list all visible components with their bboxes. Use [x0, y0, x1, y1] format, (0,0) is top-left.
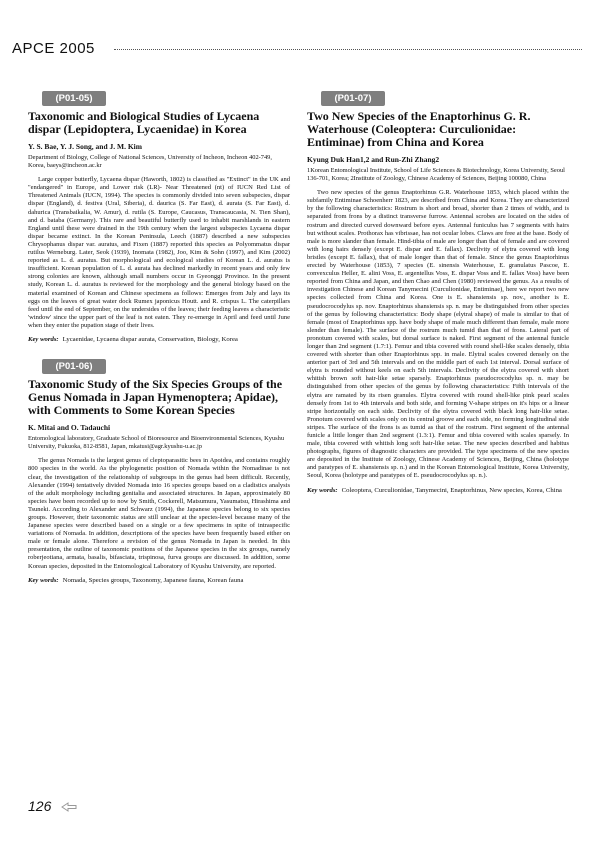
- paper-title: Taxonomic and Biological Studies of Lycaena dispar (Lepidoptera, Lycaenidae) in Korea: [28, 109, 260, 136]
- paper-keywords: [307, 487, 569, 495]
- paper-abstract: The genus Nomada is the largest genus of cleptoparasitic bees in Apoidea, and contains roughly 800 species in the world. As the phylogenetic position of Nomada within the Nomadinae is not clear, the investigation of the relationship of subgroups in the genus had been difficult. Recently, Alexander (1994) tentatively divided Nomada into 16 species groups based on a cladistics analysis of the adult morphology including genitalia and associated structures. In Japan, approximately 80 species have been recorded up to now by Smith, Cockerell, Matsumura, Yasumatsu, Hirashima and Tsuneki. According to Alexander and Schwarz (1994), the Japanese species belong to six species groups. However, their taxonomic status are still unclear at the species-level because many of the Japanese species were described based on a single or a few specimens in spite of intraspecific variations of Nomada. In addition, descriptions of the species have been frequently based either on male or female alone. Therefore a revision of the genus Nomada in Japan is needed. In this presentation, the outline of taxonomic positions of the Japanese species in the six groups, namely roberjeotiana, armata, basalis, bifasciata, trispinosa, furva groups are discussed. In addition, some Korean species, deposited in the Entomological Laboratory of Kyushu University, are reported.: [28, 457, 290, 570]
- keywords-label: Key words:: [307, 486, 338, 494]
- keywords-text: Lycaenidae, Lycaena dispar aurata, Conservation, Biology, Korea: [62, 335, 238, 343]
- paper-abstract: Two new species of the genus Enaptorhinus G.R. Waterhouse 1853, which placed within the subfamily Entiminae Schoenherr 1823, are described from China and Korea. They are characterized by the following characteristics: Rostrum is short and broad, shorter than 2 times of width, and is separated from frons by a distinct transverse furrow. Antennal scrobes are located on the sides of rostrum and directed curved downward before eyes. Antennal funiculus has 7 segments with hairs but without scales. Prothorax has vibrissae, has not ocular lobes. Claws are free at the base. Body of male is more slander than female. Hind-tibia of male are longer than that of female and are covered with long hairs densely (except E. dispar and E. fallax). Declivity of elytra covered with long bristles (except E. fallax), that of male longer than that of female. Since the genus Enaptorhinus erected by Waterhouse (1853), 7 species (E. sinensis Waterhouse, E. granulatus Pascoe, E. convexculus Heller, E. alini Voss, E. argentellus Voss, E. dispar Voss and E. fallax Voss) have been reported from China and Japan, and then Chao and Chen (1980) reviewed the genus. As a results of investigation Chinese and Korean Tanymecini (Curculionidae, Entiminae), here we report two new species collected from China and Korea. One is E. shansiensis sp. nov., another is E. pseudocrocodylus sp. nov. Enaptorhinus shansiensis sp. n. may be distinguished from other species of the genus by following characteristics: Body shape (elytral shape) of male is similar to that of female (most of Enaptorhinus spp. have body shape of male much different than female, male more slender than female). The surface of the rostrum much tumid than that of frons. Lateral part of pronotum covered with scales, but dorsal surface is naked. First segment of the antennal funicle longer than 2nd segment (1.7:1). Femur and tibia covered with round shell-like scales densely, tibia covered with shorter than other Enaptorhinus spp. in male. Elytral scales covered densely on the anterior part of 3rd and 5th intervals and on the middle part of each 1st interval. Dorsal surface of elytra is rounded without keels on each 5th intervals. Declivity of the elytra covered with short whitish brown soft hair-like setae sparsely. Enaptorhinus pseudocrocodylus sp. n. may be distinguished from other species of the genus by following characteristics: Fifth intervals of the elytra are ramated by its risen granules. Elytra covered with round shell-like pink pearl scales densely from 1st to 4th intervals and both side, and forming V-shape stripes on it's hips or a linear stripe horizontally on each side. Declivity of the elytra covered with black long hair-like setae. Pronotum covered with scales only on its central groove and each side, no forming longitudinal side stripes. The surface of the frons is as tumid as that of the rostrum. First segment of the antennal funicle a little longer than 2nd segment (1.3:1). Femur and tibia covered with scales sparsely. In male, tibia covered with whitish long soft hair-like setae. The new species described and habitus photographs, figures of diagnostic characters are provided. The type specimens of the new species are deposited in the Institute of Zoology, Chinese Academy of Sciences, Beijing, China (holotype and paratypes of E. shansiensis sp. n.) and in the Korean Entomological Institute, Korea University, Seoul, Korea (holotype and paratypes of E. pseudocrocodylus sp. n.).: [307, 189, 569, 480]
- header-rule: [114, 49, 582, 50]
- paper-title: Two New Species of the Enaptorhinus G. R. Waterhouse (Coleoptera: Curculionidae: Entiminae) from China and Korea: [307, 109, 531, 149]
- paper-p01-05: [28, 88, 290, 344]
- paper-affiliation: 1Korean Entomological Institute, School of Life Sciences & Biotechnology, Korea University, Seoul 136-701, Korea; 2Institute of Zoology, Chinese Academy of Sciences, Beijing 100080, China: [307, 167, 565, 182]
- paper-keywords: [28, 336, 290, 344]
- right-column: [307, 88, 569, 495]
- paper-code-badge: (P01-06): [42, 359, 106, 374]
- keywords-text: Nomada, Species groups, Taxonomy, Japanese fauna, Korean fauna: [62, 576, 244, 584]
- paper-authors: Kyung Duk Han1,2 and Run-Zhi Zhang2: [307, 155, 440, 164]
- conference-title: APCE 2005: [12, 40, 95, 57]
- paper-code-badge: (P01-05): [42, 91, 106, 106]
- page-header: [12, 40, 592, 60]
- paper-p01-06: [28, 356, 290, 585]
- keywords-label: Key words:: [28, 335, 59, 343]
- arrow-left-icon: [61, 802, 77, 812]
- keywords-label: Key words:: [28, 576, 59, 584]
- paper-authors: K. Mitai and O. Tadauchi: [28, 423, 111, 433]
- page-number: [28, 798, 77, 814]
- paper-p01-07: [307, 88, 569, 495]
- keywords-text: Coleoptera, Curculionidae, Tanymecini, Enaptorhinus, New species, Korea, China: [341, 486, 562, 494]
- paper-code-badge: (P01-07): [321, 91, 385, 106]
- left-column: [28, 88, 290, 585]
- paper-authors: Y. S. Bae, Y. J. Song, and J. M. Kim: [28, 142, 142, 151]
- paper-keywords: [28, 577, 290, 585]
- paper-affiliation: Entomological laboratory, Graduate School of Bioresource and Bioenvironmental Sciences, Kyushu University, Fukuoka, 812-8581, Japan, mkatusi@agr.kyushu-u.ac.jp: [28, 435, 285, 450]
- paper-title: Taxonomic Study of the Six Species Groups of the Genus Nomada in Japan Hymenoptera; Apidae), with Comments to Some Korean Species: [28, 377, 283, 418]
- paper-affiliation: Department of Biology, College of National Sciences, University of Incheon, Incheon 402-749, Korea, baeys@incheon.ac.kr: [28, 154, 272, 169]
- paper-abstract: Large copper butterfly, Lycaena dispar (Haworth, 1802) is classified as "Extinct" in the UK and "endangered" in Europe, and Lower risk (LR)- Near Threatened (nt) of IUCN Red List of Threatened Animals (IUCN, 1994). The species is commonly divided into seven subspecies, dispar dispar (England), d. festiva (Ural, Siberia), d. daurica (S. Far East), d. aurata (S. Far East), d. dahurica (Transbaikalia, W. Amur), d. rutila (S. Europe, Caucasus, Transcaucasia, N. Tien Shan), and d. bataba (Germany). This rare and beautiful butterfly used to inhabit marshlands in eastern England until these were drained in the 19th century when the largest subspecies Lycaena dispar dispar became extinct. In the Korean Peninsula, Leech (1887) described a new subspecies Chrysophanus dispar var. auratus, and Fixen (1887) reported this species as Polyommatus dispar rutilus Werneburg. Later, Seok (1939), Inomata (1982), Joo, Kim & Sohn (1997), and Kim (2002) reported as L. d. auratus. But morphological and ecological studies of Korean L. d. auratus is insufficient. Korean population of L. d. aurata has declined markedly in recent years and only few strong colonies are known, although small numbers occur in Gyeonggi Province. In the present study, Korean L. d. auratus is reviewed for the morphology and the general biology based on the material examined of Korean and Chinese specimens as follows: Emerges from July and lays its eggs on the leaves of great water dock Rumex japonicus Houtt. and R. crispus L. The caterpillars feed until the end of September, on the undersides of the leaves; their feeding leaves a characteristic 'window' since the upper part of the leaf is not eaten. They re-emerge in April and feed until June when they enter the pupation stage of their lives.: [28, 176, 290, 329]
- page-number-text: 126: [28, 798, 52, 814]
